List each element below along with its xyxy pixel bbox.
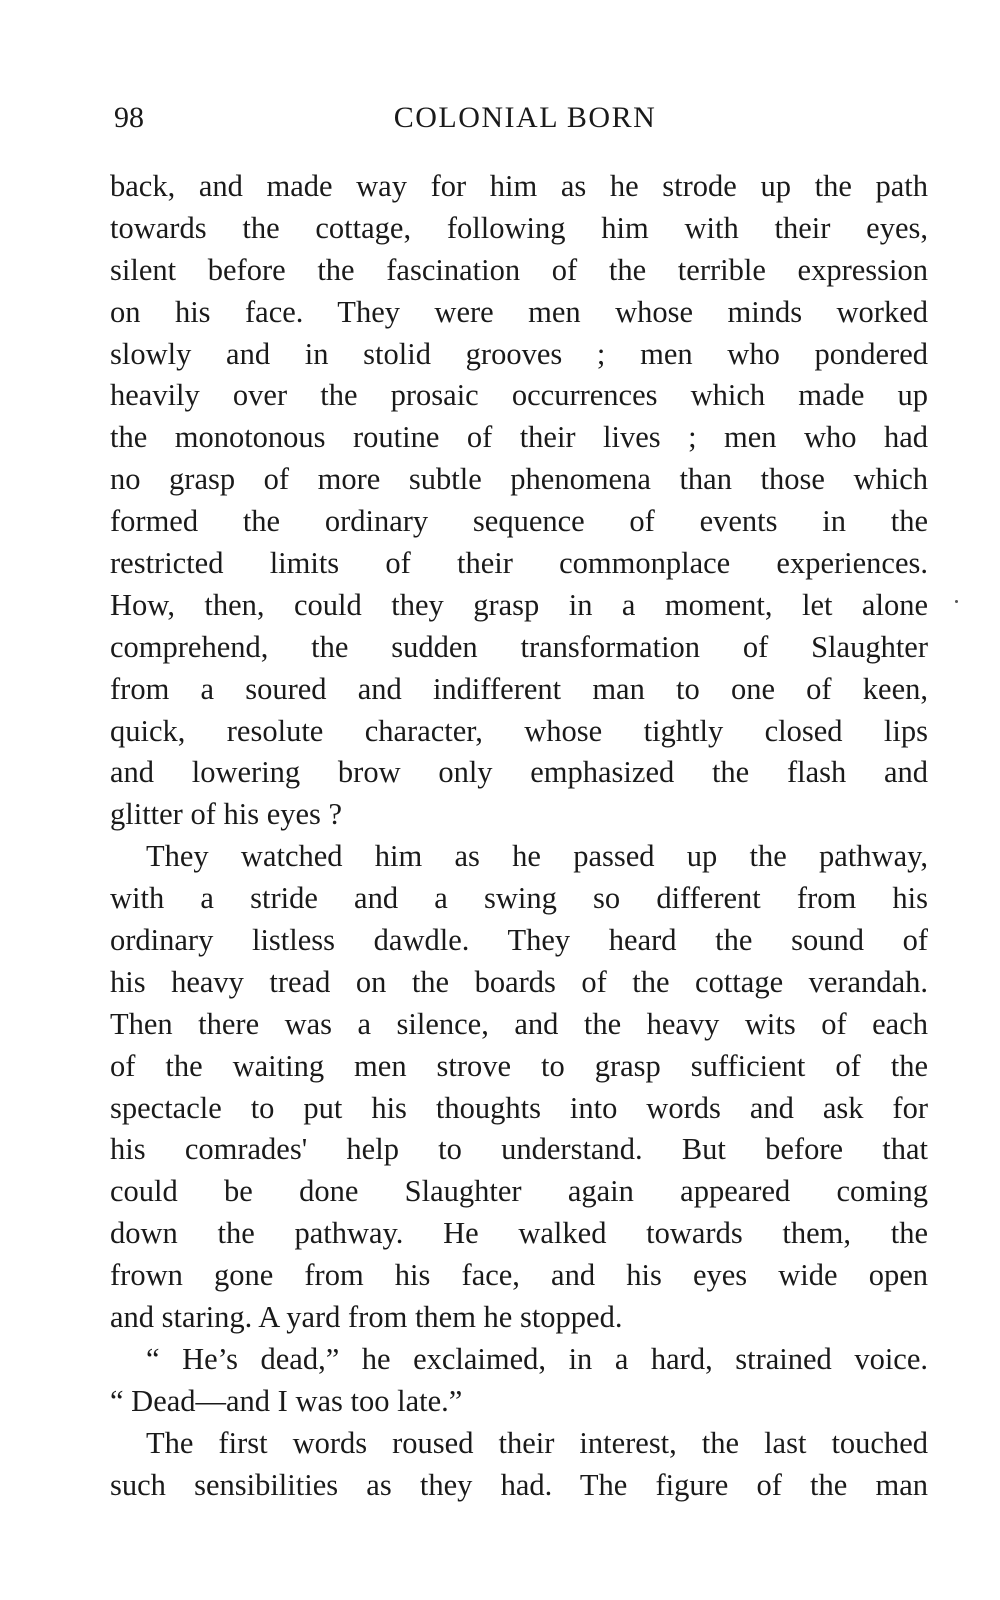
text-line: The first words roused their interest, the last touched (146, 1425, 928, 1460)
text-line: slowly and in stolid grooves ; men who pondered (110, 336, 928, 371)
text-line: back, and made way for him as he strode up the path (110, 169, 928, 203)
running-title: COLONIAL BORN (393, 101, 657, 134)
text-line: glitter of his eyes ? (110, 797, 343, 832)
page-number: 98 (114, 101, 144, 134)
text-line: spectacle to put his thoughts into words and ask for (110, 1090, 928, 1125)
text-line: his comrades' help to understand. But before that (110, 1132, 928, 1167)
text-line: with a stride and a swing so different from his (110, 881, 928, 916)
text-line: from a soured and indifferent man to one of keen, (110, 671, 928, 706)
text-line: heavily over the prosaic occurrences which made up (110, 378, 928, 413)
text-line: formed the ordinary sequence of events in the (110, 504, 928, 539)
text-line: comprehend, the sudden transformation of Slaughter (110, 629, 928, 664)
text-line: “ Dead—and I was too late.” (110, 1383, 463, 1418)
text-line: They watched him as he passed up the pathway, (146, 839, 928, 874)
text-line: the monotonous routine of their lives ; men who had (110, 420, 928, 455)
text-line: and lowering brow only emphasized the flash and (110, 755, 928, 790)
text-line: How, then, could they grasp in a moment, let alone (110, 587, 928, 622)
running-head (108, 96, 928, 140)
text-line: ordinary listless dawdle. They heard the sound of (110, 923, 928, 958)
text-line: of the waiting men strove to grasp sufficient of the (110, 1048, 928, 1083)
text-line: frown gone from his face, and his eyes wide open (110, 1258, 928, 1293)
text-line: such sensibilities as they had. The figure of the man (110, 1467, 928, 1502)
text-line: quick, resolute character, whose tightly closed lips (110, 713, 928, 748)
text-line: no grasp of more subtle phenomena than those which (110, 462, 928, 497)
text-line: could be done Slaughter again appeared coming (110, 1174, 928, 1209)
text-line: towards the cottage, following him with their eyes, (110, 210, 928, 245)
text-line: restricted limits of their commonplace experiences. (110, 546, 928, 581)
text-line: and staring. A yard from them he stopped. (110, 1300, 623, 1335)
text-line: “ He’s dead,” he exclaimed, in a hard, strained voice. (146, 1341, 928, 1376)
text-line: on his face. They were men whose minds worked (110, 294, 928, 329)
text-line: silent before the fascination of the terrible expression (110, 252, 928, 287)
text-line: down the pathway. He walked towards them, the (110, 1216, 928, 1251)
stray-ink-mark (955, 600, 958, 603)
body-text (110, 166, 928, 1507)
text-line: his heavy tread on the boards of the cottage verandah. (110, 964, 928, 999)
text-line: Then there was a silence, and the heavy wits of each (110, 1006, 928, 1041)
